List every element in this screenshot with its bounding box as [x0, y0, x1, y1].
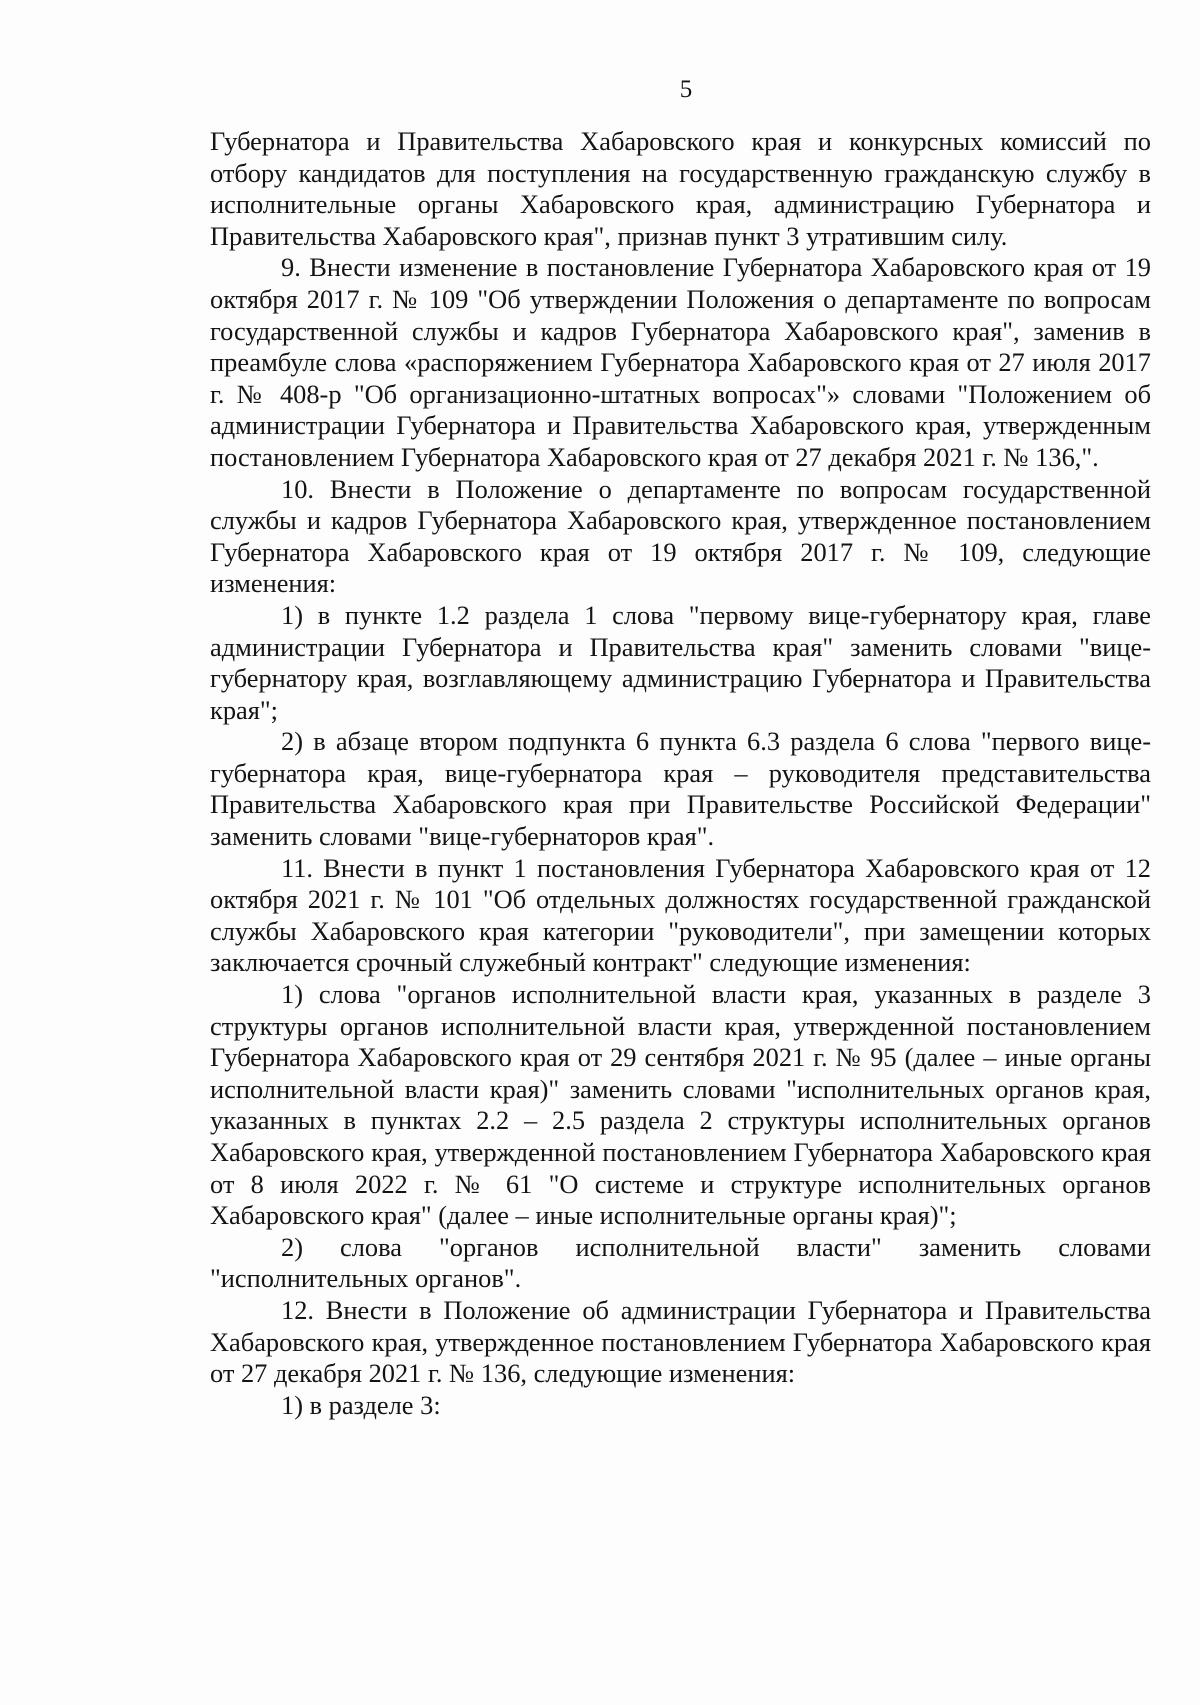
- paragraph-item-12-sub-1: 1) в разделе 3:: [281, 1389, 441, 1420]
- paragraph-item-12: 12. Внести в Положение об администрации Губернатора и Правительства Хабаровского края, утвержденное постановлением Губернатора Хабаровского края от 27 декабря 2021 г. № 136, следующие изменения:: [210, 1294, 1151, 1389]
- paragraph-item-11-sub-2: 2) слова "органов исполнительной власти" заменить словами "исполнительных органов".: [210, 1231, 1151, 1294]
- paragraph-item-11: 11. Внести в пункт 1 постановления Губернатора Хабаровского края от 12 октября 2021 г. № 101 "Об отдельных должностях государственной гражданской службы Хабаровского края категории "руководители", при замещении которых заключается срочный служебный контракт" следующие изменения:: [210, 852, 1151, 978]
- paragraph-item-10: 10. Внести в Положение о департаменте по вопросам государственной службы и кадров Губернатора Хабаровского края, утвержденное постановлением Губернатора Хабаровского края от 19 октября 2017 г. № 109, следующие изменения:: [210, 473, 1151, 599]
- paragraph-item-11-sub-1: 1) слова "органов исполнительной власти края, указанных в разделе 3 структуры органов исполнительной власти края, утвержденной постановлением Губернатора Хабаровского края от 29 сентября 2021 г. № 95 (далее – иные органы исполнительной власти края)" заменить словами "исполнительных органов края, указанных в пунктах 2.2 – 2.5 раздела 2 структуры исполнительных органов Хабаровского края, утвержденной постановлением Губернатора Хабаровского края от 8 июля 2022 г. № 61 "О системе и структуре исполнительных органов Хабаровского края" (далее – иные исполнительные органы края)";: [210, 979, 1151, 1231]
- paragraph-continuation: Губернатора и Правительства Хабаровского края и конкурсных комиссий по отбору кандидатов для поступления на государственную гражданскую службу в исполнительные органы Хабаровского края, администрацию Губернатора и Правительства Хабаровского края", признав пункт 3 утратившим силу.: [210, 126, 1151, 251]
- paragraph-item-9: 9. Внести изменение в постановление Губернатора Хабаровского края от 19 октября 2017 г. № 109 "Об утверждении Положения о департаменте по вопросам государственной службы и кадров Губернатора Хабаровского края", заменив в преамбуле слова «распоряжением Губернатора Хабаровского края от 27 июля 2017 г. № 408-р "Об организационно-штатных вопросах"» словами "Положением об администрации Губернатора и Правительства Хабаровского края, утвержденным постановлением Губернатора Хабаровского края от 27 декабря 2021 г. № 136,".: [210, 252, 1151, 472]
- document-body: [210, 126, 1151, 1421]
- page-number: 5: [679, 76, 693, 103]
- paragraph-item-10-sub-2: 2) в абзаце втором подпункта 6 пункта 6.3 раздела 6 слова "первого вице-губернатора края, вице-губернатора края – руководителя представительства Правительства Хабаровского края при Правительстве Российской Федерации" заменить словами "вице-губернаторов края".: [210, 726, 1151, 852]
- paragraph-item-10-sub-1: 1) в пункте 1.2 раздела 1 слова "первому вице-губернатору края, главе администрации Губернатора и Правительства края" заменить словами "вице-губернатору края, возглавляющему администрацию Губернатора и Правительства края";: [210, 599, 1151, 725]
